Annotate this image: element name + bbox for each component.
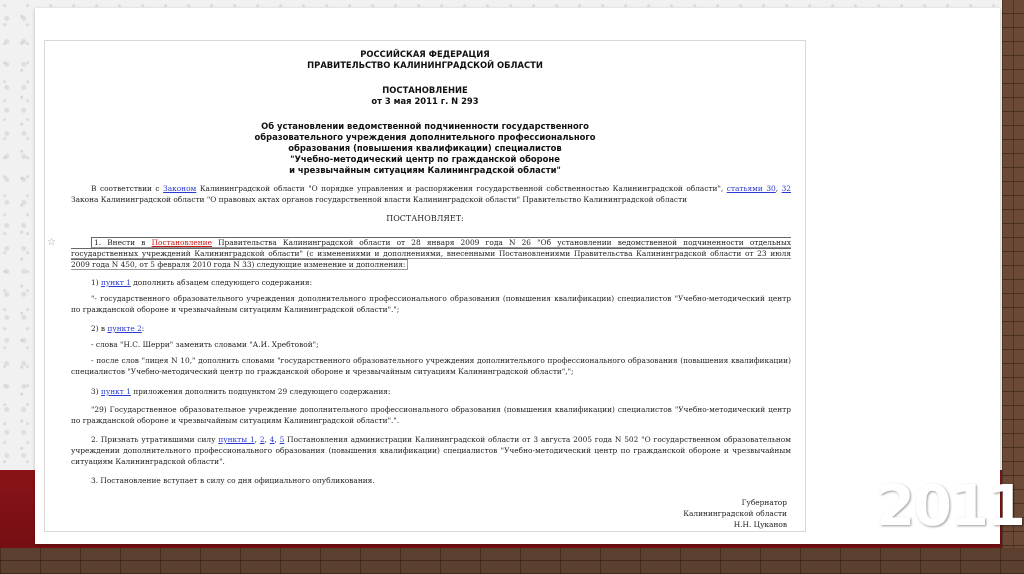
year-label: 2011 [876, 474, 1024, 539]
link-point-1[interactable]: пункт 1 [100, 278, 131, 287]
doc-title-line: и чрезвычайным ситуациям Калининградской области" [289, 165, 561, 175]
link-article-32[interactable]: 32 [781, 184, 792, 193]
link-appendix-point-1[interactable]: пункт 1 [100, 387, 131, 396]
signature-title: Губернатор [741, 498, 787, 507]
item-1: 1. Внести в Постановление Правительства Калининградской области от 28 января 2009 года N 26 "Об установлении ведомственной подчиненности отдельных государственных учреждений Калининградской области" (с изменениями и дополнениями, внесенными Постановлениями Правительства Калининградской области от 23 июля 2009 года N 450, от 5 февраля 2010 года N 33) следующие изменение и дополнения: [71, 238, 791, 269]
link-law[interactable]: Законом [163, 184, 197, 193]
brick-wall-bottom [0, 548, 1024, 574]
header-doc-type: ПОСТАНОВЛЕНИЕ [382, 85, 468, 95]
doc-title-line: "Учебно-методический центр по гражданской обороне [290, 154, 560, 164]
decrees-heading: ПОСТАНОВЛЯЕТ: [386, 214, 464, 223]
link-points-1[interactable]: пункты 1 [218, 435, 255, 444]
link-point-2b[interactable]: 2 [259, 435, 265, 444]
link-point-5[interactable]: 5 [279, 435, 285, 444]
header-date: от 3 мая 2011 г. N 293 [371, 96, 479, 106]
link-resolution[interactable]: Постановление [151, 238, 212, 247]
sub-item-3: 3) пункт 1 приложения дополнить подпунктом 29 следующего содержания: [91, 387, 391, 396]
header-government: ПРАВИТЕЛЬСТВО КАЛИНИНГРАДСКОЙ ОБЛАСТИ [307, 60, 543, 70]
doc-title-line: Об установлении ведомственной подчиненности государственного [261, 121, 589, 131]
doc-title-line: образования (повышения квалификации) специалистов [288, 143, 562, 153]
link-article-30[interactable]: статьями 30 [726, 184, 776, 193]
item-3: 3. Постановление вступает в силу со дня официального опубликования. [91, 476, 375, 485]
signature-block [683, 497, 787, 530]
sub-item-2-a: - слова "Н.С. Шерри" заменить словами "А.И. Хребтовой"; [91, 340, 319, 349]
link-point-2[interactable]: пункте 2 [107, 324, 142, 333]
document-page [44, 40, 806, 532]
header-country: РОССИЙСКАЯ ФЕДЕРАЦИЯ [360, 49, 490, 59]
link-point-4[interactable]: 4 [269, 435, 275, 444]
sub-item-1: 1) пункт 1 дополнить абзацем следующего содержания: [91, 278, 313, 287]
sub-item-2: 2) в пункте 2: [91, 324, 145, 333]
preamble: В соответствии с Законом Калининградской области "О порядке управления и распоряжения государственной собственностью Калининградской области", статьями 30, 32 Закона Калининградской области "О правовых актах органов государственной власти Калининградской области" Правительство Калининградской области [71, 184, 792, 204]
sub-item-2-b: - после слов "лицея N 10," дополнить словами "государственного образовательного учреждения дополнительного профессионального образования (повышения квалификации) специалистов "Учебно-методический центр по гражданской обороне и чрезвычайным ситуациям Калининградской области","; [71, 356, 791, 376]
sub-item-3-text: "29) Государственное образовательное учреждение дополнительного профессионального образования (повышения квалификации) специалистов "Учебно-методический центр по гражданской обороне и чрезвычайным ситуациям Калининградской области".". [71, 405, 791, 425]
signature-region: Калининградской области [683, 509, 787, 518]
signature-name: Н.Н. Цуканов [733, 520, 787, 529]
sub-item-1-text: "- государственного образовательного учреждения дополнительного профессионального образования (повышения квалификации) специалистов "Учебно-методический центр по гражданской обороне и чрезвычайным ситуациям Калининградской области"."; [71, 294, 791, 314]
star-icon[interactable]: ☆ [47, 237, 56, 248]
item-2: 2. Признать утратившими силу пункты 1, 2, 4, 5 Постановления администрации Калининградской области от 3 августа 2005 года N 502 "О государственном образовательном учреждении дополнительного профессионального образования (повышения квалификации) специалистов "Учебно-методический центр по гражданской обороне и чрезвычайным ситуациям Калининградской области". [71, 435, 792, 466]
doc-title-line: образовательного учреждения дополнительного профессионального [254, 132, 596, 142]
